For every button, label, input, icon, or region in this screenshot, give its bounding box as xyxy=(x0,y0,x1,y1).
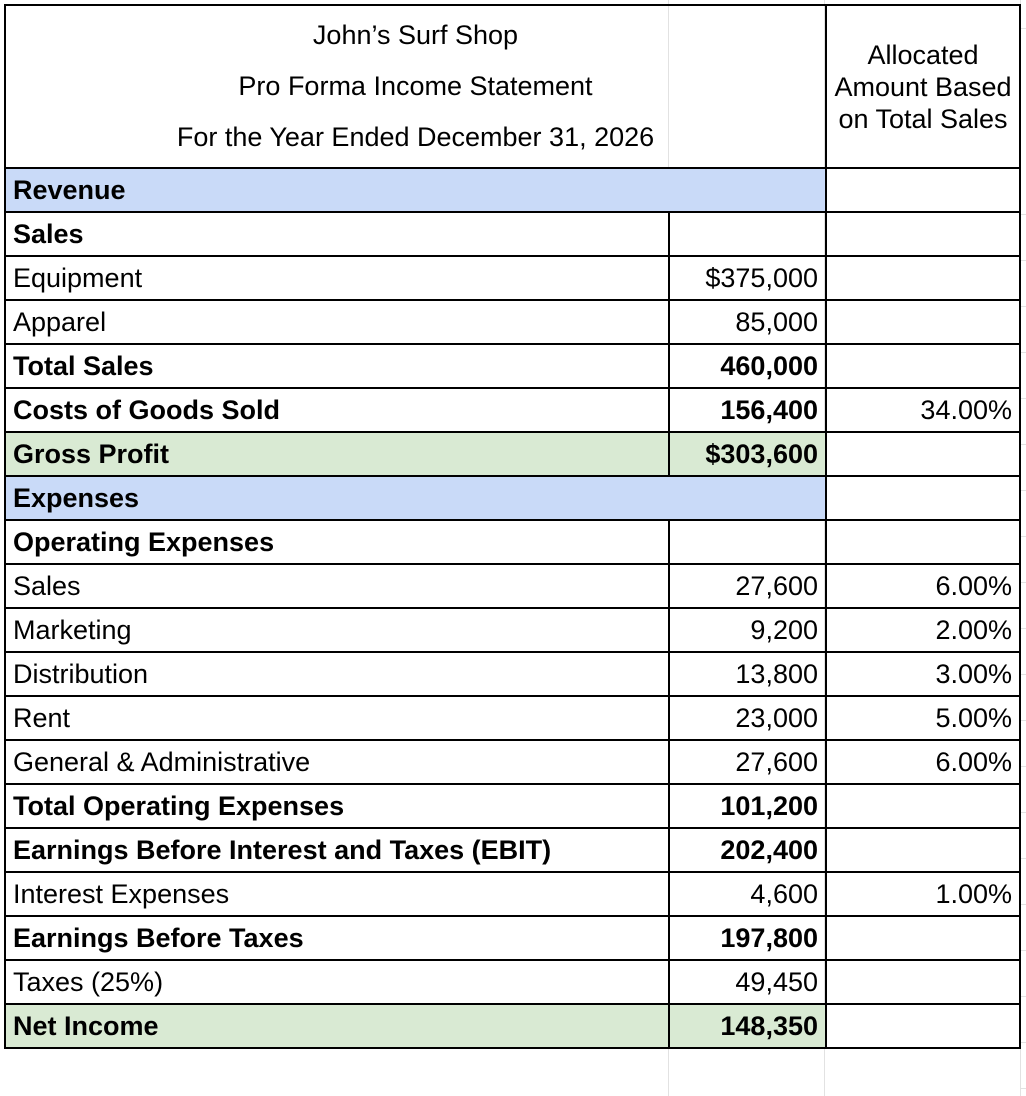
statement-title-cell[interactable] xyxy=(5,5,826,168)
row-label-cell[interactable]: Sales xyxy=(5,212,669,256)
row-amount-cell[interactable] xyxy=(669,212,826,256)
row-label-cell[interactable]: Equipment xyxy=(5,256,669,300)
title-row xyxy=(5,5,1020,168)
statement-row-total-operating-expenses xyxy=(5,784,1020,828)
statement-row-operating-expenses xyxy=(5,520,1020,564)
allocated-header-line1: Allocated xyxy=(867,39,979,70)
statement-row-marketing xyxy=(5,608,1020,652)
section-header-revenue[interactable]: Revenue xyxy=(5,168,826,212)
row-label-cell[interactable]: Marketing xyxy=(5,608,669,652)
row-amount-cell[interactable]: 197,800 xyxy=(669,916,826,960)
statement-row-total-sales xyxy=(5,344,1020,388)
allocated-header-cell[interactable] xyxy=(826,5,1020,168)
row-label-cell[interactable]: Sales xyxy=(5,564,669,608)
row-amount-cell[interactable] xyxy=(669,520,826,564)
row-allocation-cell[interactable] xyxy=(826,476,1020,520)
row-amount-cell[interactable]: 27,600 xyxy=(669,740,826,784)
row-allocation-cell[interactable] xyxy=(826,784,1020,828)
row-allocation-cell[interactable]: 3.00% xyxy=(826,652,1020,696)
row-amount-cell[interactable]: 85,000 xyxy=(669,300,826,344)
row-label-cell[interactable]: Gross Profit xyxy=(5,432,669,476)
row-amount-cell[interactable]: 23,000 xyxy=(669,696,826,740)
row-amount-cell[interactable]: 101,200 xyxy=(669,784,826,828)
row-label-cell[interactable]: Total Operating Expenses xyxy=(5,784,669,828)
statement-row-earnings-before-interest-and-taxes-ebit xyxy=(5,828,1020,872)
statement-row-general-and-administrative xyxy=(5,740,1020,784)
row-label-cell[interactable]: Net Income xyxy=(5,1004,669,1048)
statement-row-taxes-25 xyxy=(5,960,1020,1004)
row-allocation-cell[interactable]: 6.00% xyxy=(826,740,1020,784)
row-allocation-cell[interactable]: 2.00% xyxy=(826,608,1020,652)
row-amount-cell[interactable]: 27,600 xyxy=(669,564,826,608)
row-allocation-cell[interactable] xyxy=(826,960,1020,1004)
statement-row-costs-of-goods-sold xyxy=(5,388,1020,432)
row-amount-cell[interactable]: 460,000 xyxy=(669,344,826,388)
row-label-cell[interactable]: Rent xyxy=(5,696,669,740)
row-allocation-cell[interactable]: 6.00% xyxy=(826,564,1020,608)
row-label-cell[interactable]: Apparel xyxy=(5,300,669,344)
section-header-expenses[interactable]: Expenses xyxy=(5,476,826,520)
row-amount-cell[interactable]: 202,400 xyxy=(669,828,826,872)
row-label-cell[interactable]: Distribution xyxy=(5,652,669,696)
row-amount-cell[interactable]: 49,450 xyxy=(669,960,826,1004)
row-amount-cell[interactable]: 4,600 xyxy=(669,872,826,916)
statement-row-interest-expenses xyxy=(5,872,1020,916)
statement-row-distribution xyxy=(5,652,1020,696)
statement-row-sales xyxy=(5,212,1020,256)
row-allocation-cell[interactable]: 1.00% xyxy=(826,872,1020,916)
statement-row-equipment xyxy=(5,256,1020,300)
allocated-header-line2: Amount Based xyxy=(834,71,1012,102)
statement-row-earnings-before-taxes xyxy=(5,916,1020,960)
row-allocation-cell[interactable] xyxy=(826,828,1020,872)
row-allocation-cell[interactable] xyxy=(826,916,1020,960)
row-allocation-cell[interactable] xyxy=(826,300,1020,344)
row-allocation-cell[interactable]: 34.00% xyxy=(826,388,1020,432)
row-allocation-cell[interactable] xyxy=(826,520,1020,564)
row-label-cell[interactable]: Operating Expenses xyxy=(5,520,669,564)
row-allocation-cell[interactable] xyxy=(826,432,1020,476)
statement-row-expenses xyxy=(5,476,1020,520)
row-amount-cell[interactable]: $303,600 xyxy=(669,432,826,476)
row-label-cell[interactable]: Taxes (25%) xyxy=(5,960,669,1004)
row-allocation-cell[interactable] xyxy=(826,344,1020,388)
company-name: John’s Surf Shop xyxy=(312,20,519,50)
row-allocation-cell[interactable] xyxy=(826,256,1020,300)
row-label-cell[interactable]: Earnings Before Taxes xyxy=(5,916,669,960)
row-label-cell[interactable]: General & Administrative xyxy=(5,740,669,784)
row-amount-cell[interactable]: 13,800 xyxy=(669,652,826,696)
row-label-cell[interactable]: Costs of Goods Sold xyxy=(5,388,669,432)
row-amount-cell[interactable]: 156,400 xyxy=(669,388,826,432)
row-allocation-cell[interactable] xyxy=(826,168,1020,212)
statement-period: For the Year Ended December 31, 2026 xyxy=(176,122,655,152)
row-label-cell[interactable]: Interest Expenses xyxy=(5,872,669,916)
statement-row-rent xyxy=(5,696,1020,740)
allocated-header-line3: on Total Sales xyxy=(838,103,1008,134)
statement-row-apparel xyxy=(5,300,1020,344)
statement-row-net-income xyxy=(5,1004,1020,1048)
statement-row-sales xyxy=(5,564,1020,608)
row-amount-cell[interactable]: 148,350 xyxy=(669,1004,826,1048)
statement-row-revenue xyxy=(5,168,1020,212)
row-amount-cell[interactable]: 9,200 xyxy=(669,608,826,652)
income-statement-table xyxy=(4,4,1021,1049)
row-amount-cell[interactable]: $375,000 xyxy=(669,256,826,300)
statement-name: Pro Forma Income Statement xyxy=(238,71,593,101)
row-allocation-cell[interactable]: 5.00% xyxy=(826,696,1020,740)
statement-row-gross-profit xyxy=(5,432,1020,476)
row-allocation-cell[interactable] xyxy=(826,1004,1020,1048)
row-label-cell[interactable]: Total Sales xyxy=(5,344,669,388)
row-label-cell[interactable]: Earnings Before Interest and Taxes (EBIT) xyxy=(5,828,669,872)
row-allocation-cell[interactable] xyxy=(826,212,1020,256)
